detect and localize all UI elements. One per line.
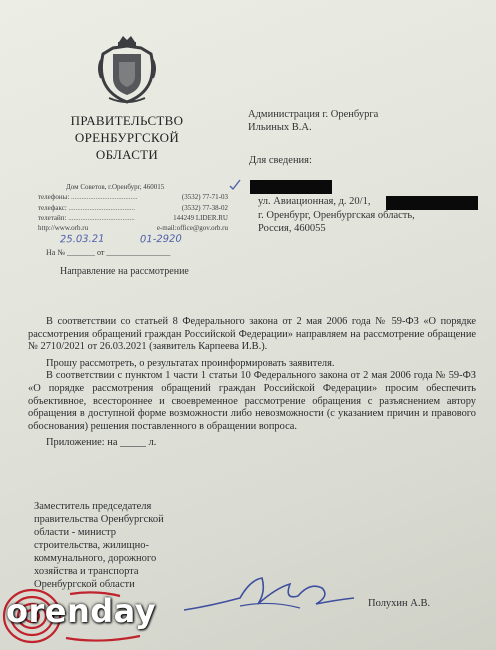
attachment-line: Приложение: на _____ л. xyxy=(46,437,157,449)
paragraph-2: Прошу рассмотреть, о результатах проинформировать заявителя. xyxy=(46,357,335,369)
coat-of-arms-emblem xyxy=(97,32,157,106)
logo-text: orenday xyxy=(6,592,157,630)
handwritten-number: 01-2920 xyxy=(139,233,182,246)
fax-row: телефакс: ...................................... (3532) 77-38-02 xyxy=(38,203,228,212)
signatory-name: Полухин А.В. xyxy=(368,598,431,609)
sender-contacts xyxy=(38,182,228,233)
paragraph-3: В соответствии с пунктом 1 части 1 статьи 10 Федерального закона от 2 мая 2006 года № 59-ФЗ «О порядке рассмотрения обращений граждан Российской Федерации» просим обеспечить объективное, всестороннее и своевременное рассмотрение обращения с разъяснением автору обращения в доступной форме возможности либо невозможности (с указанием причин и правового обоснования) решения поставленного в обращении вопроса. xyxy=(28,370,476,432)
handwritten-signature xyxy=(180,570,360,620)
recipient-address: ул. Авиационная, д. 20/1, г. Оренбург, Оренбургская область, Россия, 460055 xyxy=(258,196,415,234)
recipient-line-1: Администрация г. Оренбурга xyxy=(248,109,379,120)
direction-label: Направление на рассмотрение xyxy=(60,266,189,277)
paragraph-1: В соответствии со статьей 8 Федерального закона от 2 мая 2006 года № 59-ФЗ «О порядке рассмотрения обращений граждан Российской Федерации» направляем на рассмотрение обращение № 2710/2021 от 26.03.2021 (заявитель Карпеева И.В.). xyxy=(28,316,476,353)
watermark-logo xyxy=(0,586,172,646)
organization-name: ПРАВИТЕЛЬСТВО ОРЕНБУРГСКОЙ ОБЛАСТИ xyxy=(70,113,184,162)
web-row: http://www.orb.ru e-mail:office@gov.orb.ru xyxy=(38,224,228,233)
sender-address: Дом Советов, г.Оренбург, 460015 xyxy=(66,183,165,191)
info-label: Для сведения: xyxy=(249,155,312,166)
check-mark-icon xyxy=(228,178,242,192)
teletype-row: телетайп: ...................................... 144249 LIDER.RU xyxy=(38,213,228,222)
handwritten-date: 25.03.21 xyxy=(59,233,105,246)
redaction-bar xyxy=(250,180,332,194)
recipient-block xyxy=(248,108,378,167)
recipient-line-2: Ильиных В.А. xyxy=(248,122,312,133)
phone-row: телефоны: ...................................... (3532) 77-71-03 xyxy=(38,193,228,202)
reference-line: На № _______ от ________________ xyxy=(46,248,171,257)
signatory-position: Заместитель председателя правительства Оренбургской области - министр строительства, жилищно- коммунального, дорожного хозяйства и транспорта Оренбургской области xyxy=(34,501,164,590)
letter-body xyxy=(28,316,476,450)
